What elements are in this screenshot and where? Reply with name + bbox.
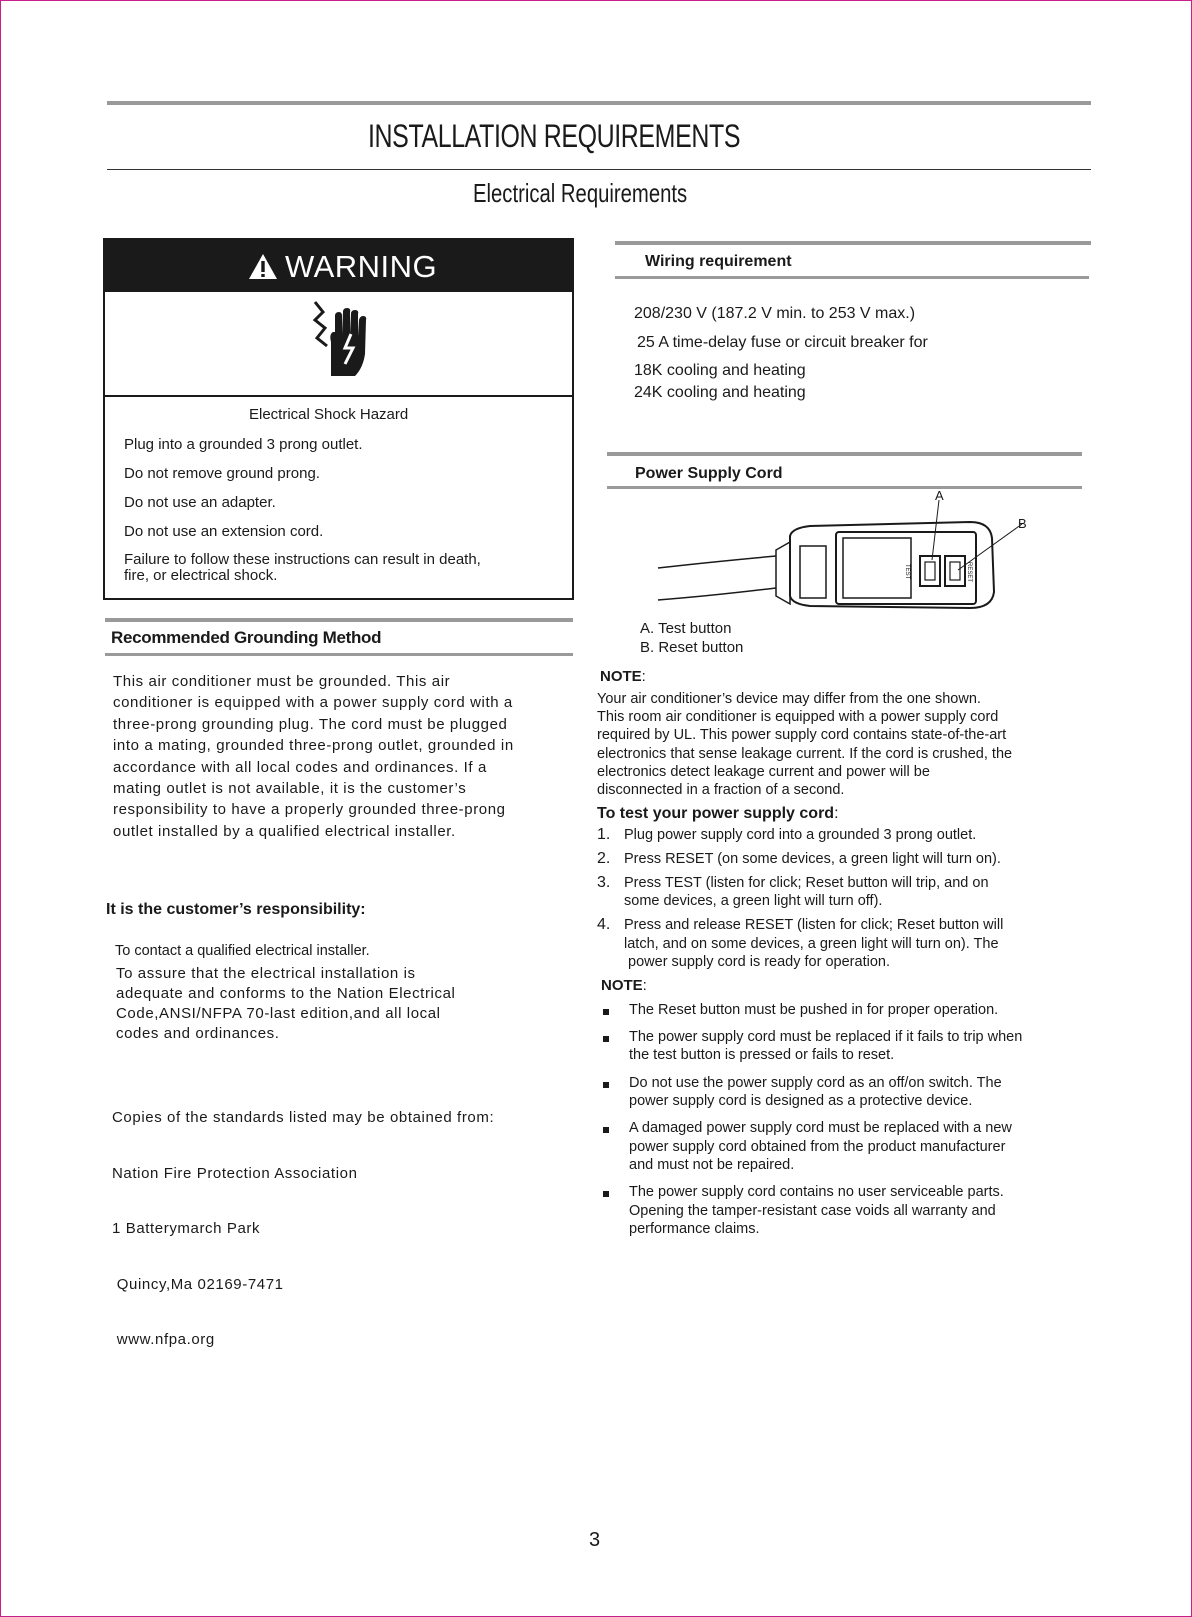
bullet-square-icon [603, 1009, 609, 1015]
text-line: Your air conditioner’s device may differ from the one shown. [597, 691, 981, 707]
caption-reset-button: B. Reset button [640, 639, 744, 656]
text-line: codes and ordinances. [116, 1025, 280, 1042]
text-line: Quincy,Ma 02169-7471 [112, 1275, 284, 1293]
warning-divider [105, 395, 572, 397]
text-line: www.nfpa.org [112, 1331, 215, 1348]
grounding-text [113, 671, 514, 842]
shock-hand-icon [305, 298, 375, 378]
warning-item: fire, or electrical shock. [124, 567, 278, 584]
wiring-line: 208/230 V (187.2 V min. to 253 V max.) [634, 305, 916, 322]
step-number: 4. [597, 916, 611, 933]
wiring-line: 18K cooling and heating [634, 362, 806, 379]
bullet-line: Opening the tamper-resistant case voids all warranty and [629, 1202, 996, 1219]
test-button-label: TEST [904, 564, 910, 580]
bullet-line: performance claims. [629, 1221, 760, 1237]
text-line: three-prong grounding plug. The cord must be plugged [113, 715, 508, 733]
text-line: 1 Batterymarch Park [112, 1220, 261, 1237]
text-line: electronics detect leakage current and power will be [597, 763, 930, 780]
text-line: required by UL. This power supply cord contains state-of-the-art [597, 727, 1007, 744]
page-subtitle: Electrical Requirements [473, 178, 688, 208]
step-number: 3. [597, 874, 611, 891]
test-heading [597, 804, 839, 823]
step-line: latch, and on some devices, a green light will turn on). The [624, 935, 999, 952]
warning-label: WARNING [285, 249, 438, 284]
text-line: disconnected in a fraction of a second. [597, 782, 845, 799]
cord-top-rule [607, 452, 1082, 456]
text-line: adequate and conforms to the Nation Electrical [116, 985, 456, 1002]
text-line: mating outlet is not available, it is the customer’s [113, 780, 467, 798]
text-line: This room air conditioner is equipped with a power supply cord [597, 709, 999, 726]
warning-item: Plug into a grounded 3 prong outlet. [124, 436, 363, 453]
test-heading-colon: : [834, 805, 839, 822]
bullet-line: and must not be repaired. [629, 1157, 795, 1173]
text-line: This air conditioner must be grounded. This air [113, 673, 451, 690]
step-line: Press RESET (on some devices, a green light will turn on). [624, 851, 1001, 867]
bullet-line: The power supply cord contains no user serviceable parts. [629, 1184, 1004, 1200]
bullet-line: the test button is pressed or fails to reset. [629, 1047, 895, 1063]
contact-installer: To contact a qualified electrical installer. [115, 943, 370, 959]
text-line: Copies of the standards listed may be obtained from: [112, 1109, 495, 1126]
step-line: power supply cord is ready for operation. [624, 954, 890, 970]
wiring-heading: Wiring requirement [645, 253, 792, 270]
text-line: into a mating, grounded three-prong outlet, grounded in [113, 737, 514, 755]
warning-box [103, 238, 574, 600]
responsibility-heading: It is the customer’s responsibility: [106, 901, 366, 918]
bullet-line: power supply cord is designed as a protective device. [629, 1093, 973, 1109]
bullet-square-icon [603, 1127, 609, 1133]
note-label [600, 668, 646, 686]
reset-button-label: RESET [966, 562, 972, 583]
callout-label-a: A [935, 488, 944, 503]
bullet-square-icon [603, 1191, 609, 1197]
step-line: Press TEST (listen for click; Reset button will trip, and on [624, 875, 989, 891]
bullet-square-icon [603, 1036, 609, 1042]
step-line: Plug power supply cord into a grounded 3 prong outlet. [624, 827, 977, 843]
header-top-rule [107, 101, 1091, 105]
step-number: 2. [597, 850, 611, 867]
wiring-line: 25 A time-delay fuse or circuit breaker for [637, 334, 928, 351]
caption-test-button: A. Test button [640, 620, 732, 637]
text-line: Nation Fire Protection Association [112, 1164, 358, 1182]
alert-triangle-icon [248, 253, 278, 280]
bullet-line: The Reset button must be pushed in for proper operation. [629, 1002, 999, 1018]
warning-item: Do not remove ground prong. [124, 465, 320, 482]
step-line: Press and release RESET (listen for click; Reset button will [624, 917, 1004, 933]
text-line: electronics that sense leakage current. If the cord is crushed, the [597, 745, 1013, 762]
text-line: responsibility to have a properly grounded three-prong [113, 801, 506, 819]
text-line: To assure that the electrical installation is [116, 965, 416, 982]
warning-item: Failure to follow these instructions can result in death, [124, 551, 481, 568]
step-number: 1. [597, 826, 611, 843]
test-heading-text: To test your power supply cord [597, 805, 835, 822]
text-line: accordance with all local codes and ordinances. If a [113, 758, 487, 776]
note-text [597, 690, 1012, 799]
text-line: Code,ANSI/NFPA 70-last edition,and all local [116, 1005, 441, 1022]
plug-illustration [650, 492, 1050, 622]
bullet-line: A damaged power supply cord must be replaced with a new [629, 1120, 1012, 1136]
note-label [601, 977, 647, 995]
bullet-line: The power supply cord must be replaced if it fails to trip when [629, 1029, 1023, 1045]
callout-label-b: B [1018, 516, 1027, 531]
text-line: outlet installed by a qualified electrical installer. [113, 822, 456, 840]
page-number: 3 [589, 1529, 601, 1551]
bullet-line: power supply cord obtained from the product manufacturer [629, 1138, 1006, 1155]
cord-bottom-rule [607, 486, 1082, 489]
header-divider [107, 169, 1091, 170]
assure-text [116, 964, 455, 1044]
page-title: INSTALLATION REQUIREMENTS [368, 118, 741, 154]
grounding-heading: Recommended Grounding Method [111, 628, 382, 647]
power-cord-diagram [650, 488, 1050, 622]
note-label-text: NOTE [601, 977, 643, 994]
warning-item: Do not use an adapter. [124, 494, 276, 511]
wiring-line: 24K cooling and heating [634, 384, 806, 401]
bullet-line: Do not use the power supply cord as an off/on switch. The [629, 1075, 1002, 1091]
text-line: conditioner is equipped with a power supply cord with a [113, 694, 513, 712]
hazard-title: Electrical Shock Hazard [249, 406, 409, 423]
step-line: some devices, a green light will turn off). [624, 893, 883, 909]
warning-banner [105, 240, 572, 292]
note-colon: : [642, 977, 647, 994]
note-colon: : [641, 668, 646, 685]
cord-heading: Power Supply Cord [635, 465, 783, 482]
grounding-top-rule [105, 618, 573, 622]
wiring-bottom-rule [615, 276, 1089, 279]
copies-text [112, 1072, 494, 1368]
bullet-square-icon [603, 1082, 609, 1088]
note-label-text: NOTE [600, 668, 642, 685]
wiring-top-rule [615, 241, 1091, 245]
warning-item: Do not use an extension cord. [124, 523, 324, 540]
grounding-bottom-rule [105, 653, 573, 656]
